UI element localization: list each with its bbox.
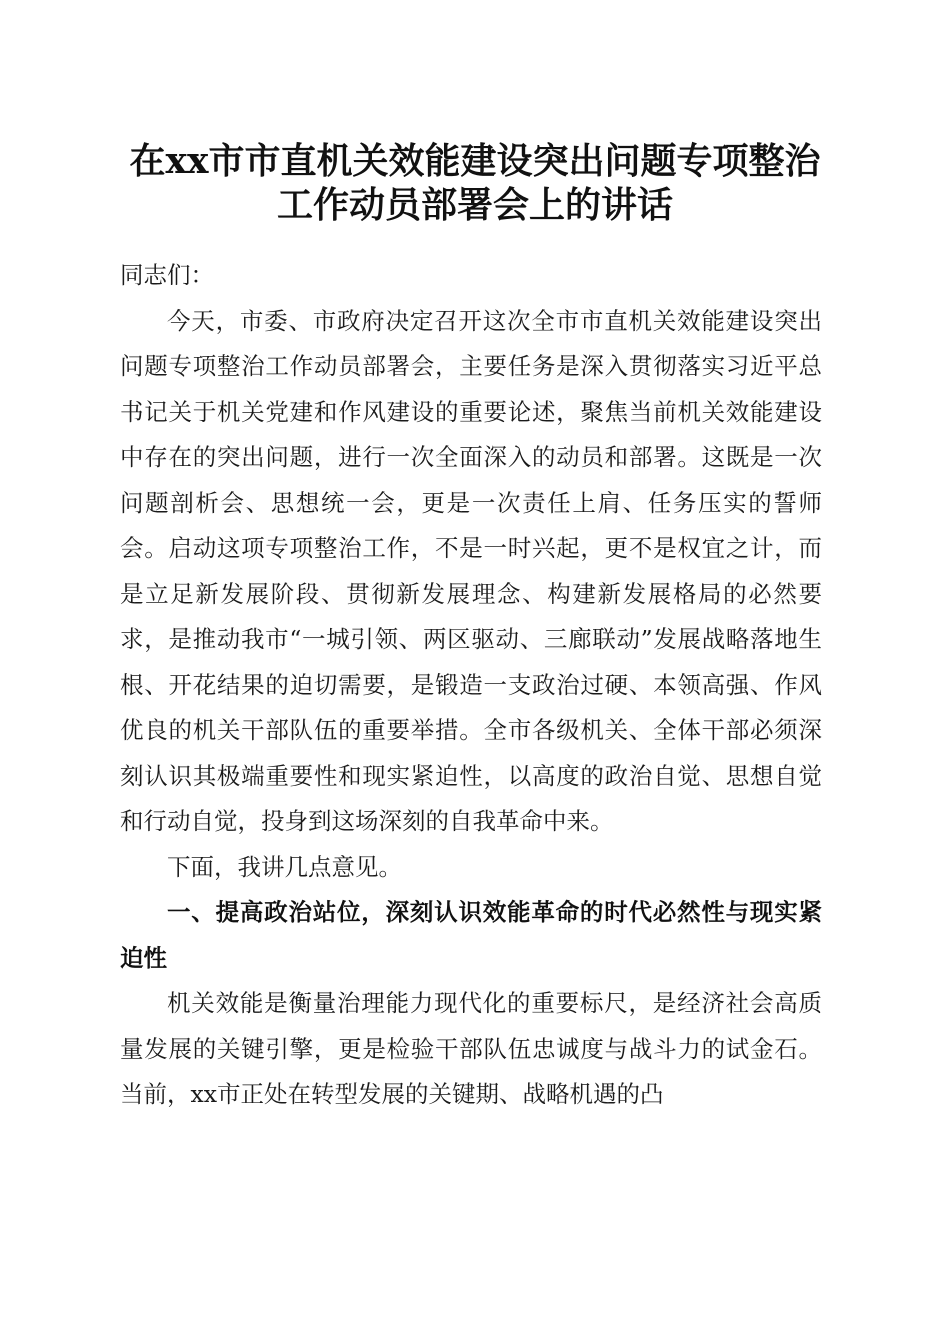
paragraph-transition: 下面，我讲几点意见。 [167, 852, 402, 881]
document-title-line-1: 在xx市市直机关效能建设突出问题专项整治 [129, 140, 821, 182]
document-title-line-2: 工作动员部署会上的讲话 [276, 184, 673, 226]
paragraph-section-1: 机关效能是衡量治理能力现代化的重要标尺，是经济社会高质量发展的关键引擎，更是检验干部队伍忠诚度与战斗力的试金石。当前，xx市正处在转型发展的关键期、战略机遇的凸 [120, 989, 822, 1108]
section-heading-1: 一、提高政治站位，深刻认识效能革命的时代必然性与现实紧迫性 [120, 898, 822, 972]
salutation: 同志们： [120, 261, 214, 289]
document-body [120, 253, 822, 1118]
paragraph-opening: 今天，市委、市政府决定召开这次全市市直机关效能建设突出问题专项整治工作动员部署会，主要任务是深入贯彻落实习近平总书记关于机关党建和作风建设的重要论述，聚焦当前机关效能建设中存在的突出问题，进行一次全面深入的动员和部署。这既是一次问题剖析会、思想统一会，更是一次责任上肩、任务压实的誓师会。启动这项专项整治工作，不是一时兴起，更不是权宜之计，而是立足新发展阶段、贯彻新发展理念、构建新发展格局的必然要求，是推动我市“一城引领、两区驱动、三廊联动”发展战略落地生根、开花结果的迫切需要，是锻造一支政治过硬、本领高强、作风优良的机关干部队伍的重要举措。全市各级机关、全体干部必须深刻认识其极端重要性和现实紧迫性，以高度的政治自觉、思想自觉和行动自觉，投身到这场深刻的自我革命中来。 [120, 306, 822, 835]
